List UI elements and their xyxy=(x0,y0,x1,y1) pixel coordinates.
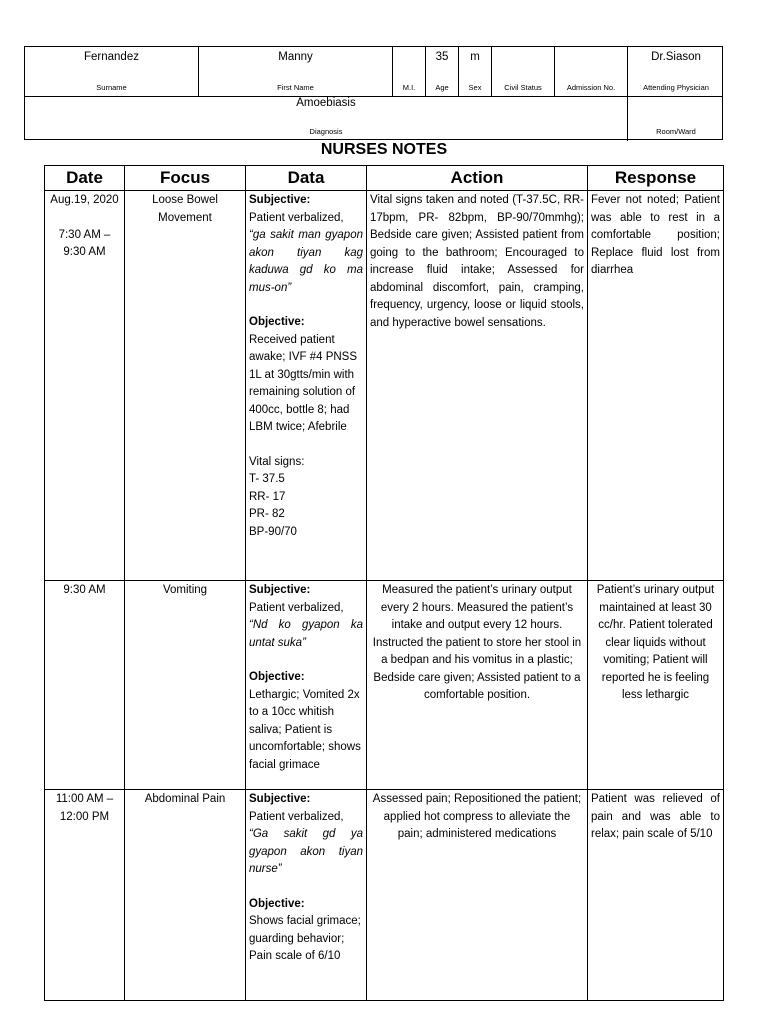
date-cell xyxy=(45,581,125,790)
action-cell xyxy=(367,191,588,581)
objective-label: Objective: xyxy=(249,671,305,683)
focus-cell xyxy=(125,790,246,1001)
vital-respiratory-rate: RR- 17 xyxy=(249,490,286,503)
subjective-label: Subjective: xyxy=(249,793,311,805)
diagnosis-row xyxy=(25,97,722,141)
attending-physician-cell xyxy=(628,47,724,97)
room-ward-cell xyxy=(628,97,724,141)
diagnosis-cell xyxy=(25,97,628,141)
focus-cell xyxy=(125,191,246,581)
sex-cell xyxy=(459,47,492,97)
data-cell xyxy=(246,191,367,581)
vital-blood-pressure: BP-90/70 xyxy=(249,525,297,538)
entry-action: Measured the patient’s urinary output every 2 hours. Measured the patient’s intake and output every 12 hours. Instructed the patient to store her stool in a bedpan and his vomitus in a plastic; Bedside care given; Assisted patient to a comfortable position. xyxy=(372,584,582,701)
entry-date: Aug.19, 2020 xyxy=(50,194,119,206)
civil-status-cell xyxy=(492,47,555,97)
diagnosis-value: Amoebiasis xyxy=(296,97,356,109)
room-ward-label: Room/Ward xyxy=(656,127,696,136)
admission-no-label: Admission No. xyxy=(566,83,616,92)
entry-focus: Abdominal Pain xyxy=(144,793,226,805)
column-header-date: Date xyxy=(45,166,125,191)
first-name-cell xyxy=(199,47,393,97)
entry-response: Fever not noted; Patient was able to rest in a comfortable position; Replace fluid lost from diarrhea xyxy=(591,194,720,276)
entry-action: Assessed pain; Repositioned the patient; applied hot compress to alleviate the pain; administered medications xyxy=(372,793,582,840)
first-name-label: First Name xyxy=(277,83,314,92)
subjective-label: Subjective: xyxy=(249,194,311,206)
sex-label: Sex xyxy=(468,83,482,92)
response-cell xyxy=(588,790,724,1001)
entry-time: 7:30 AM – 9:30 AM xyxy=(58,228,111,258)
diagnosis-label: Diagnosis xyxy=(309,127,343,136)
response-cell xyxy=(588,581,724,790)
entry-focus: Loose Bowel Movement xyxy=(152,194,218,224)
entry-response: Patient’s urinary output maintained at least 30 cc/hr. Patient tolerated clear liquids without vomiting; Patient will reported he is feeling less lethargic xyxy=(596,584,715,701)
mi-cell xyxy=(393,47,426,97)
patient-info-row xyxy=(25,47,722,97)
subjective-intro: Patient verbalized, xyxy=(249,601,344,614)
sex-value: m xyxy=(470,51,480,63)
subjective-intro: Patient verbalized, xyxy=(249,810,344,823)
subjective-quote: “Ga sakit gd ya gyapon akon tiyan nurse” xyxy=(249,828,363,875)
surname-value: Fernandez xyxy=(84,51,139,63)
response-cell xyxy=(588,191,724,581)
admission-no-cell xyxy=(555,47,628,97)
data-cell xyxy=(246,790,367,1001)
date-cell xyxy=(45,790,125,1001)
objective-label: Objective: xyxy=(249,316,305,328)
mi-label: M.I. xyxy=(402,83,416,92)
date-cell xyxy=(45,191,125,581)
objective-label: Objective: xyxy=(249,897,305,910)
data-cell xyxy=(246,581,367,790)
nurses-notes-table xyxy=(44,165,724,1001)
surname-label: Surname xyxy=(96,83,127,92)
attending-physician-value: Dr.Siason xyxy=(651,51,701,63)
objective-text: Received patient awake; IVF #4 PNSS 1L at 30gtts/min with remaining solution of 400cc, bottle 8; had LBM twice; Afebrile xyxy=(249,333,358,433)
civil-status-label: Civil Status xyxy=(504,83,542,92)
vital-signs-label: Vital signs: xyxy=(249,455,305,468)
table-row xyxy=(45,581,724,790)
age-value: 35 xyxy=(435,51,449,63)
entry-time: 11:00 AM – 12:00 PM xyxy=(55,793,114,823)
vital-pulse-rate: PR- 82 xyxy=(249,508,285,520)
subjective-quote: “ga sakit man gyapon akon tiyan kag kaduwa gd ko ma mus-on” xyxy=(249,229,363,294)
focus-cell xyxy=(125,581,246,790)
vital-temperature: T- 37.5 xyxy=(249,473,285,485)
entry-response: Patient was relieved of pain and was able to relax; pain scale of 5/10 xyxy=(591,793,720,840)
objective-text: Lethargic; Vomited 2x to a 10cc whitish saliva; Patient is uncomfortable; shows facial grimace xyxy=(249,688,361,771)
table-row xyxy=(45,790,724,1001)
action-cell xyxy=(367,581,588,790)
age-label: Age xyxy=(435,83,449,92)
attending-physician-label: Attending Physician xyxy=(643,83,709,92)
column-header-data: Data xyxy=(246,166,367,191)
entry-focus: Vomiting xyxy=(162,584,208,596)
subjective-quote: “Nd ko gyapon ka untat suka” xyxy=(249,619,363,649)
subjective-intro: Patient verbalized, xyxy=(249,211,344,224)
table-row xyxy=(45,191,724,581)
action-cell xyxy=(367,790,588,1001)
table-header-row xyxy=(45,166,724,191)
patient-header-form xyxy=(24,46,723,140)
column-header-action: Action xyxy=(367,166,588,191)
first-name-value: Manny xyxy=(278,51,313,63)
column-header-focus: Focus xyxy=(125,166,246,191)
page-title: NURSES NOTES xyxy=(320,141,448,158)
surname-cell xyxy=(25,47,199,97)
column-header-response: Response xyxy=(588,166,724,191)
objective-text: Shows facial grimace; guarding behavior; Pain scale of 6/10 xyxy=(249,915,361,962)
entry-time: 9:30 AM xyxy=(63,584,106,596)
age-cell xyxy=(426,47,459,97)
subjective-label: Subjective: xyxy=(249,584,311,596)
entry-action: Vital signs taken and noted (T-37.5C, RR- 17bpm, PR- 82bpm, BP-90/70mmhg); Bedside care given; Assisted patient from going to the bathroom; Encouraged to increase fluid intake; Assessed for abdominal discomfort, pain, cramping, frequency, urgency, loose or liquid stools, and hyperactive bowel sensations. xyxy=(370,194,584,329)
